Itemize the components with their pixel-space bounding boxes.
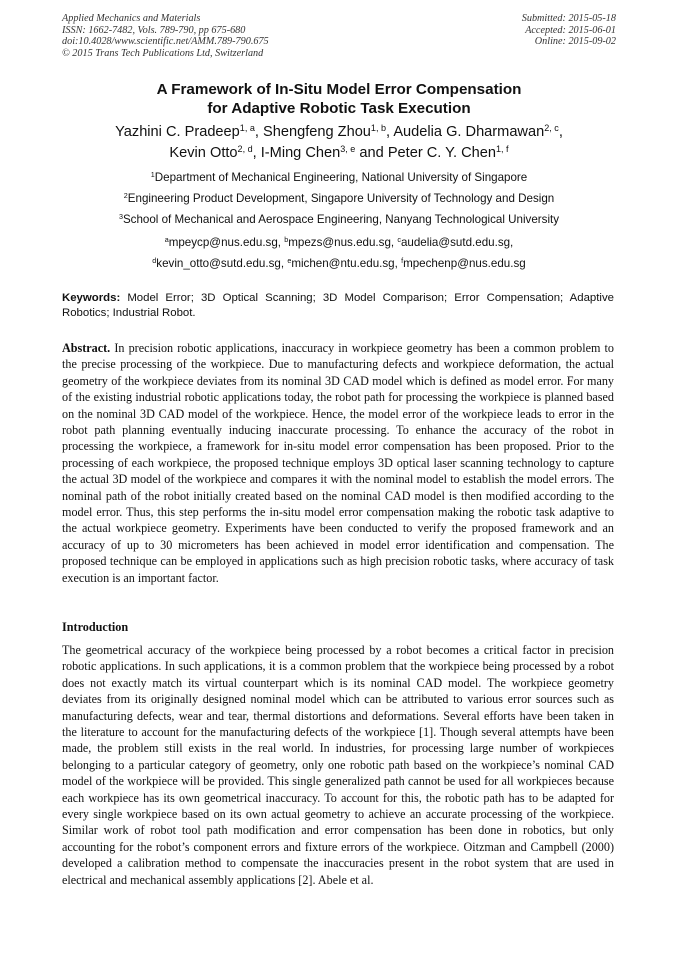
title-line-1: A Framework of In-Situ Model Error Compensation xyxy=(156,81,522,98)
author-affiliation-mark: 2, c xyxy=(544,123,559,134)
author-name: Kevin Otto xyxy=(169,145,238,161)
author-name: Yazhini C. Pradeep xyxy=(115,124,240,140)
author-affiliation-mark: 1, b xyxy=(370,123,387,134)
paper-title xyxy=(0,80,678,118)
email-address: mpechenp@nus.edu.sg xyxy=(403,257,526,270)
doi-line: doi:10.4028/www.scientific.net/AMM.789-790.675 xyxy=(62,36,269,48)
author-name: Peter C. Y. Chen xyxy=(387,145,496,161)
affiliation-2: $^2$Engineering Product Development, Singapore University of Technology and Design xyxy=(123,191,555,205)
title-line-2: for Adaptive Robotic Task Execution xyxy=(207,100,471,117)
author-affiliation-mark: 3, e xyxy=(340,144,356,155)
introduction-paragraph: The geometrical accuracy of the workpiece being processed by a robot becomes a critical factor in precision robotic applications. In such applications, it is a common problem that the workpiece being processed by a robot does not exactly match its virtual counterpart which is its nominal CAD model. The workpiece geometry deviates from its originally designed nominal model which can be attributed to various error sources such as manufacturing defects, wear and tear, thermal distortions and deformations. Several efforts have been taken in the literature to account for the manufacturing defects of the workpiece [1]. Though several attempts have been made, the problem still exists in the real world. In industries, for processing large number of workpieces belonging to a particular category of geometry, only one robotic path based on the workpiece’s nominal CAD model of the workpiece will be provided. This single generalized path cannot be used for all workpieces because each workpiece has its own geometrical inaccuracy. To account for this, the robotic path has to be adapted for every single workpiece based on its own actual geometry to achieve an accurate processing of the workpiece. Similar work of robot tool path modification and error compensation has been done in robotics, but only accounting for the robot’s component errors and fixture errors of the workpiece. Oitzman and Campbell (2000) developed a calibration method to compensate the inaccuracies present in the robot system that are used in electrical and mechanical assembly applications [2]. Abele et al. xyxy=(62,643,614,887)
email-list: $^a$mpeycp@nus.edu.sg, $^b$mpezs@nus.edu.sg, $^c$audelia@sutd.edu.sg, $^d$kevin_otto@sutd.edu.sg, $^e$michen@ntu.edu.sg, $^f$mpechenp@nus.edu.sg xyxy=(152,235,526,270)
email-address: michen@ntu.edu.sg, xyxy=(291,257,398,270)
abstract-text: In precision robotic applications, inaccuracy in workpiece geometry has been a common problem to the precise processing of the workpiece. Due to manufacturing defects and workpiece deformation, the actual geometry of the workpiece deviates from its nominal 3D CAD model which is defined as model error. For many of the existing industrial robotic applications today, the robot path for processing the workpiece is planned based on the nominal 3D CAD model of the workpiece. Hence, the model error of the workpiece leads to error in the robot path planning eventually inducing inaccurate processing. To enhance the accuracy of the robot in processing the workpiece, a framework for in-situ model error compensation has been proposed. Prior to the processing of each workpiece, the proposed technique employs 3D optical laser scanning technology to capture the actual 3D model of the workpiece and compares it with the nominal model to establish the model errors. The nominal path of the robot initially created based on the nominal CAD model is then modified according to the model error. Thus, this step performs the in-situ model error compensation making the robotic task adaptive to the actual workpiece geometry. Experiments have been conducted to verify the proposed framework and an accuracy of up to 30 micrometers has been achieved in model error identification and compensation. The proposed technique can be employed in applications such as high precision robotic tasks, where accuracy of task execution is an important factor. xyxy=(62,341,614,585)
keywords-paragraph xyxy=(62,291,614,320)
keywords-text: Model Error; 3D Optical Scanning; 3D Model Comparison; Error Compensation; Adaptive Robotics; Industrial Robot. xyxy=(62,292,614,319)
affiliation-1: $^1$Department of Mechanical Engineering, National University of Singapore xyxy=(150,170,528,184)
issn-line: ISSN: 1662-7482, Vols. 789-790, pp 675-680 xyxy=(62,24,246,36)
author-name: Shengfeng Zhou xyxy=(263,124,371,140)
author-affiliation-mark: 1, a xyxy=(239,123,255,134)
author-affiliation-mark: 1, f xyxy=(496,144,509,155)
abstract-label: Abstract. xyxy=(62,341,111,355)
author-affiliation-mark: 2, d xyxy=(237,144,253,155)
accepted-date: Accepted: 2015-06-01 xyxy=(525,24,616,36)
email-address: mpezs@nus.edu.sg, xyxy=(288,236,395,249)
dates-header xyxy=(522,13,616,48)
keywords-label: Keywords: xyxy=(62,292,121,304)
introduction-heading: Introduction xyxy=(62,620,129,634)
author-conjunction: and xyxy=(359,145,384,161)
journal-name: Applied Mechanics and Materials xyxy=(62,13,201,24)
journal-header xyxy=(62,13,269,59)
online-date: Online: 2015-09-02 xyxy=(534,36,616,48)
abstract-paragraph xyxy=(62,340,614,586)
email-address: kevin_otto@sutd.edu.sg, xyxy=(156,257,285,270)
email-address: audelia@sutd.edu.sg, xyxy=(400,236,514,249)
submitted-date: Submitted: 2015-05-18 xyxy=(521,13,616,24)
email-address: mpeycp@nus.edu.sg, xyxy=(168,236,282,249)
author-name: I-Ming Chen xyxy=(260,145,341,161)
author-list: Yazhini C. Pradeep$^{1, a}$, Shengfeng Zhou$^{1, b}$, Audelia G. Dharmawan$^{2, c}$, Kevin Otto$^{2, d}$, I-Ming Chen$^{3, e}$ and Peter C. Y. Chen$^{1, f}$ xyxy=(115,123,563,161)
copyright-line: © 2015 Trans Tech Publications Ltd, Switzerland xyxy=(62,47,264,59)
affiliation-3: $^3$School of Mechanical and Aerospace Engineering, Nanyang Technological University xyxy=(118,212,560,226)
affiliation-list xyxy=(0,167,678,230)
author-name: Audelia G. Dharmawan xyxy=(393,124,545,140)
